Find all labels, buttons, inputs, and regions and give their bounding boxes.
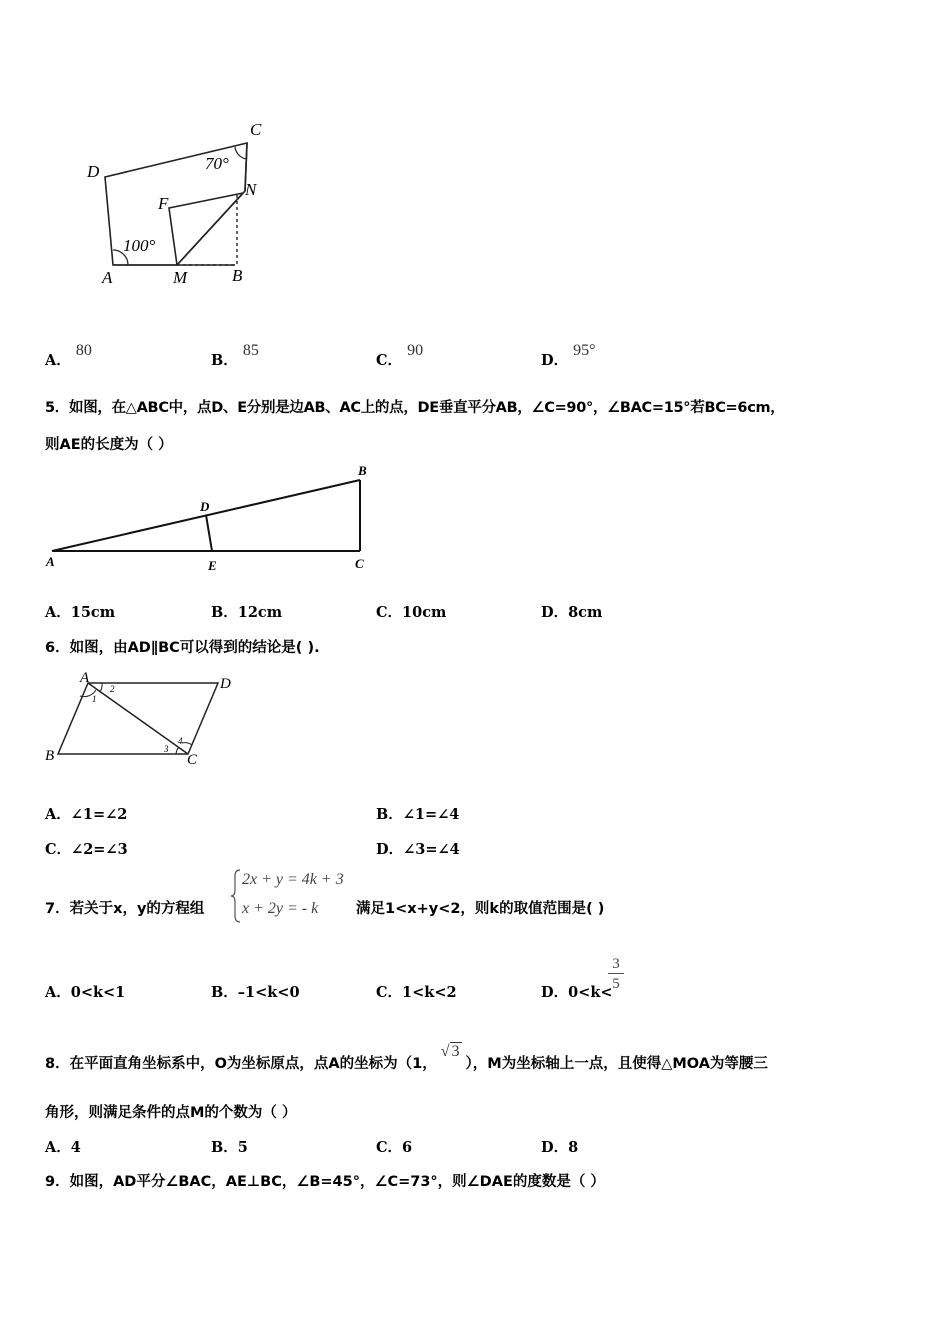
q6-label-4: 4 (178, 736, 183, 746)
q6-stem: 6．如图，由AD∥BC可以得到的结论是( ). (45, 640, 320, 656)
q4-quadrilateral-figure (85, 115, 285, 295)
q4-option-b-value: 85 (242, 342, 259, 359)
q7-brace-icon (230, 868, 242, 924)
q7-frac-numerator: 3 (612, 956, 620, 972)
q8-sqrt-value: 3 (451, 1043, 460, 1060)
q4-label-M: M (173, 268, 188, 287)
q8-option-a[interactable]: A．4 (45, 1139, 81, 1156)
q4-option-d[interactable] (541, 342, 596, 370)
q4-label-F: F (158, 194, 169, 213)
q5-label-D: D (200, 499, 210, 514)
q4-label-N: N (245, 180, 257, 199)
q5-triangle-figure (40, 458, 380, 578)
q8-stem-line1 (45, 1043, 768, 1073)
q6-label-C: C (187, 752, 198, 768)
q9-stem: 9．如图，AD平分∠BAC，AE⊥BC，∠B=45°，∠C=73°，则∠DAE的度数是（ ） (45, 1174, 605, 1190)
q4-label-B: B (232, 266, 243, 285)
q4-option-c-value: 90 (407, 342, 424, 359)
q4-angle-a: 100° (123, 236, 156, 255)
q4-option-c[interactable] (376, 342, 424, 370)
q4-option-b[interactable] (211, 342, 259, 370)
q7-stem-prefix: 7．若关于x，y的方程组 (45, 901, 205, 917)
q7-option-a[interactable]: A．0<k<1 (45, 984, 126, 1001)
q5-option-c[interactable]: C．10cm (376, 604, 447, 621)
q6-option-c[interactable]: C．∠2=∠3 (45, 841, 128, 858)
q8-option-d[interactable]: D．8 (541, 1139, 579, 1156)
q7-equation-1: 2x + y = 4k + 3 (242, 871, 344, 888)
q4-option-d-letter: D． (541, 352, 569, 369)
q4-option-a[interactable] (45, 342, 92, 370)
q6-label-A: A (80, 670, 90, 686)
q5-label-B: B (358, 463, 367, 478)
q8-sqrt: √ 3 (440, 1043, 460, 1060)
q4-label-D: D (87, 162, 100, 181)
q6-label-D: D (220, 676, 231, 692)
q8-option-c[interactable]: C．6 (376, 1139, 413, 1156)
q6-label-B: B (45, 748, 55, 764)
q4-option-b-letter: B． (211, 352, 238, 369)
q4-label-C: C (250, 120, 262, 139)
q8-stem-part-a: 8．在平面直角坐标系中，O为坐标原点，点A的坐标为（1， (45, 1056, 437, 1072)
q4-angle-c: 70° (205, 154, 229, 173)
q6-option-b[interactable]: B．∠1=∠4 (376, 806, 460, 823)
q4-option-a-value: 80 (75, 342, 92, 359)
q5-option-d[interactable]: D．8cm (541, 604, 603, 621)
q5-option-b[interactable]: B．12cm (211, 604, 283, 621)
q7-option-c[interactable]: C．1<k<2 (376, 984, 457, 1001)
q5-stem-line1: 5．如图，在△ABC中，点D、E分别是边AB、AC上的点，DE垂直平分AB，∠C=90°，∠BAC=15°若BC=6cm， (45, 400, 785, 416)
q8-option-b[interactable]: B．5 (211, 1139, 248, 1156)
q5-label-C: C (355, 556, 364, 571)
q7-frac-denominator: 5 (612, 976, 620, 992)
q7-stem-suffix: 满足1<x+y<2，则k的取值范围是( ) (356, 901, 605, 917)
q5-option-a[interactable]: A．15cm (45, 604, 116, 621)
q6-label-2: 2 (110, 684, 115, 694)
q8-stem-line2: 角形，则满足条件的点M的个数为（ ） (45, 1105, 297, 1121)
q5-label-E: E (208, 558, 217, 573)
q4-option-a-letter: A． (45, 352, 71, 369)
q6-option-a[interactable]: A．∠1=∠2 (45, 806, 128, 823)
q6-label-3: 3 (164, 744, 169, 754)
q7-equation-2: x + 2y = - k (242, 900, 319, 917)
q7-option-d-fraction (608, 955, 624, 994)
q6-parallelogram-figure (40, 668, 250, 768)
q6-option-d[interactable]: D．∠3=∠4 (376, 841, 460, 858)
q4-option-d-value: 95° (573, 342, 596, 359)
q4-label-A: A (102, 268, 113, 287)
q4-option-c-letter: C． (376, 352, 403, 369)
q7-option-d[interactable]: D．0<k< (541, 984, 613, 1001)
q7-option-b[interactable]: B．–1<k<0 (211, 984, 300, 1001)
q6-label-1: 1 (92, 694, 97, 704)
q8-stem-part-b: ），M为坐标轴上一点，且使得△MOA为等腰三 (465, 1056, 768, 1072)
q5-label-A: A (46, 554, 55, 569)
q5-stem-line2: 则AE的长度为（ ） (45, 437, 173, 453)
